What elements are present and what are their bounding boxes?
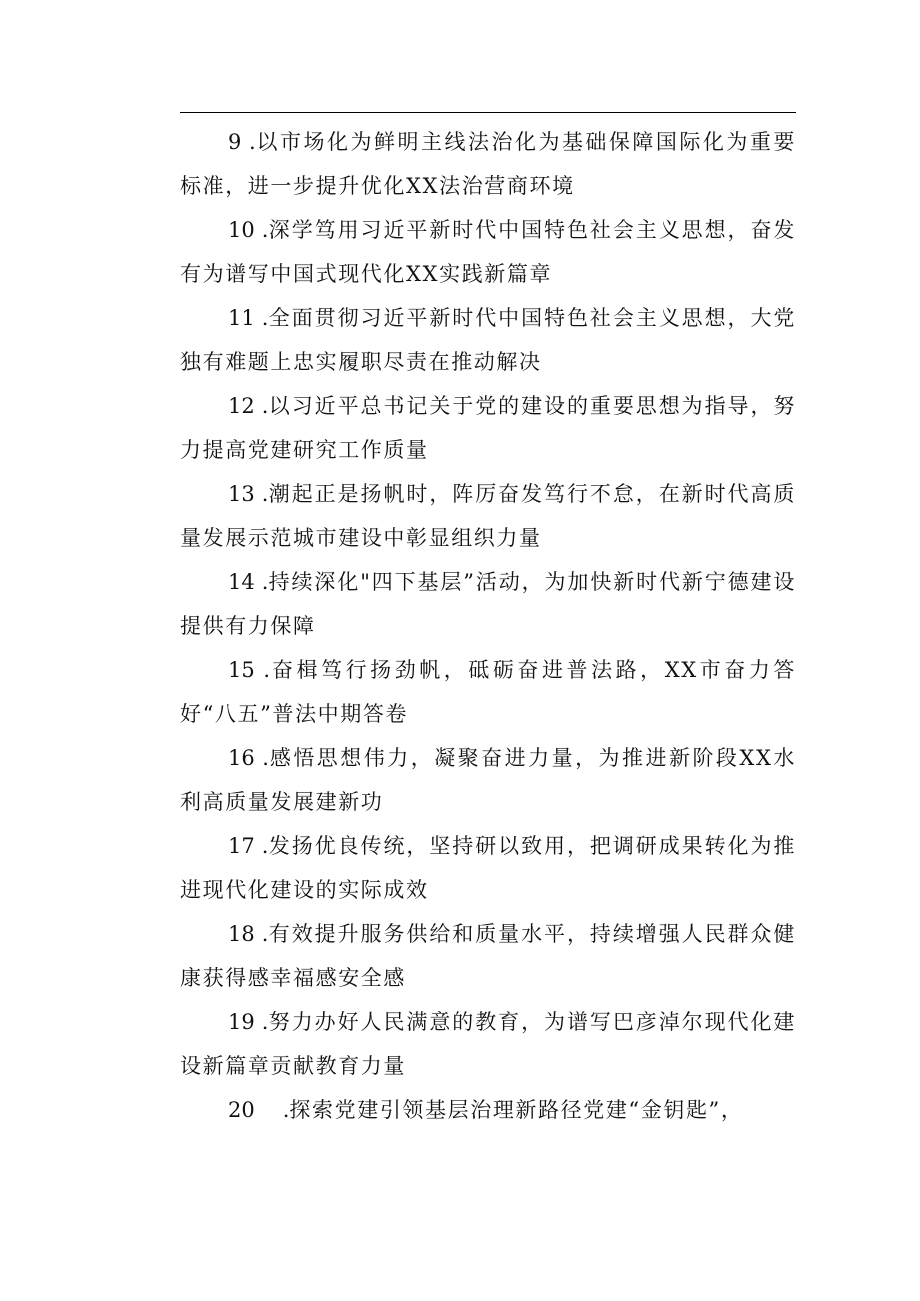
- list-item: [180, 648, 796, 736]
- item-separator: .: [254, 746, 269, 770]
- item-text: 全面贯彻习近平新时代中国特色社会主义思想，大党独有难题上忠实履职尽责在推动解决: [180, 306, 796, 374]
- item-number: 9: [228, 130, 242, 154]
- item-separator: .: [282, 1098, 290, 1122]
- item-separator: .: [254, 922, 269, 946]
- item-number: 13: [228, 482, 255, 506]
- list-item: [180, 1000, 796, 1088]
- list-item: [180, 1088, 796, 1132]
- item-number: 14: [228, 570, 255, 594]
- list-item: [180, 824, 796, 912]
- list-item: [180, 384, 796, 472]
- item-separator: .: [254, 218, 269, 242]
- list-item: [180, 736, 796, 824]
- list-item: [180, 296, 796, 384]
- list-item: [180, 472, 796, 560]
- item-text: 奋楫笃行扬劲帆，砥砺奋进普法路，XX市奋力答好“八五”普法中期答卷: [180, 658, 796, 726]
- list-item: [180, 912, 796, 1000]
- item-number: 12: [228, 394, 255, 418]
- item-number: 10: [228, 218, 255, 242]
- item-text: 以市场化为鲜明主线法治化为基础保障国际化为重要标准，进一步提升优化XX法治营商环境: [180, 130, 796, 198]
- item-separator: .: [254, 658, 271, 682]
- item-text: 努力办好人民满意的教育，为谱写巴彦淖尔现代化建设新篇章贡献教育力量: [180, 1010, 796, 1078]
- item-separator: .: [254, 306, 269, 330]
- item-separator: .: [254, 394, 269, 418]
- document-body: [180, 120, 796, 1132]
- item-text: 以习近平总书记关于党的建设的重要思想为指导，努力提高党建研究工作质量: [180, 394, 796, 462]
- item-text: 探索党建引领基层治理新路径党建“金钥匙”，: [289, 1098, 744, 1122]
- item-separator: .: [254, 482, 269, 506]
- item-number: 17: [228, 834, 255, 858]
- item-number: 19: [228, 1010, 255, 1034]
- item-number: 18: [228, 922, 255, 946]
- item-text: 持续深化"四下基层”活动，为加快新时代新宁德建设提供有力保障: [180, 570, 796, 638]
- item-text: 潮起正是扬帆时，阵厉奋发笃行不怠，在新时代高质量发展示范城市建设中彰显组织力量: [180, 482, 796, 550]
- item-text: 发扬优良传统，坚持研以致用，把调研成果转化为推进现代化建设的实际成效: [180, 834, 796, 902]
- item-number: 15: [228, 658, 255, 682]
- item-number: 16: [228, 746, 255, 770]
- list-item: [180, 120, 796, 208]
- item-text: 深学笃用习近平新时代中国特色社会主义思想，奋发有为谱写中国式现代化XX实践新篇章: [180, 218, 796, 286]
- item-separator: .: [254, 1010, 269, 1034]
- item-number: 20: [228, 1098, 255, 1122]
- item-number: 11: [228, 306, 255, 330]
- item-text: 有效提升服务供给和质量水平，持续增强人民群众健康获得感幸福感安全感: [180, 922, 796, 990]
- list-item: [180, 560, 796, 648]
- header-rule: [180, 112, 796, 113]
- item-separator: .: [241, 130, 256, 154]
- item-separator: .: [254, 570, 269, 594]
- item-text: 感悟思想伟力，凝聚奋进力量，为推进新阶段XX水利高质量发展建新功: [180, 746, 796, 814]
- list-item: [180, 208, 796, 296]
- item-separator: .: [254, 834, 269, 858]
